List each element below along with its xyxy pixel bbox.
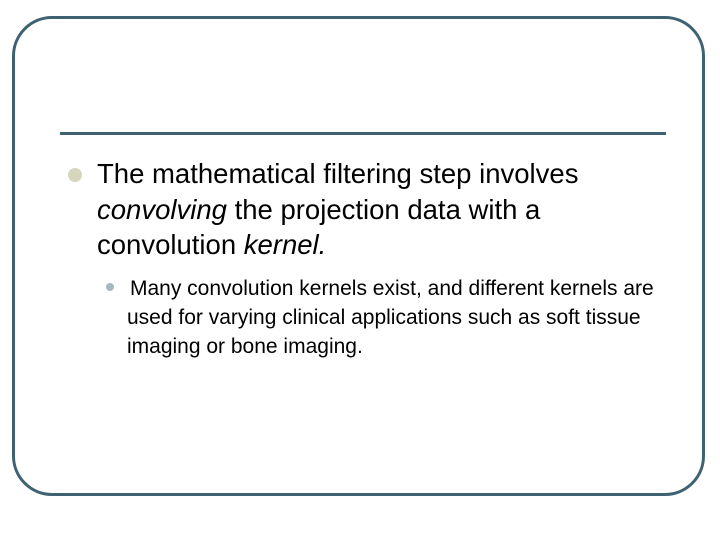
bullet-dot-icon — [68, 168, 82, 182]
main-bullet-emphasis-kernel: kernel. — [243, 229, 327, 260]
main-bullet-text — [97, 156, 677, 263]
sub-bullet-dot-icon — [106, 283, 114, 291]
sub-bullet-text: Many convolution kernels exist, and different kernels are used for varying clinical applications such as soft tissue imaging or bone imaging. — [127, 277, 654, 358]
main-bullet-emphasis-convolving: convolving — [97, 193, 227, 225]
title-divider — [60, 132, 666, 135]
main-bullet-text-part1: The mathematical filtering step involves — [97, 158, 579, 189]
main-bullet-text-part3: the projection data with a convolution — [97, 193, 541, 260]
